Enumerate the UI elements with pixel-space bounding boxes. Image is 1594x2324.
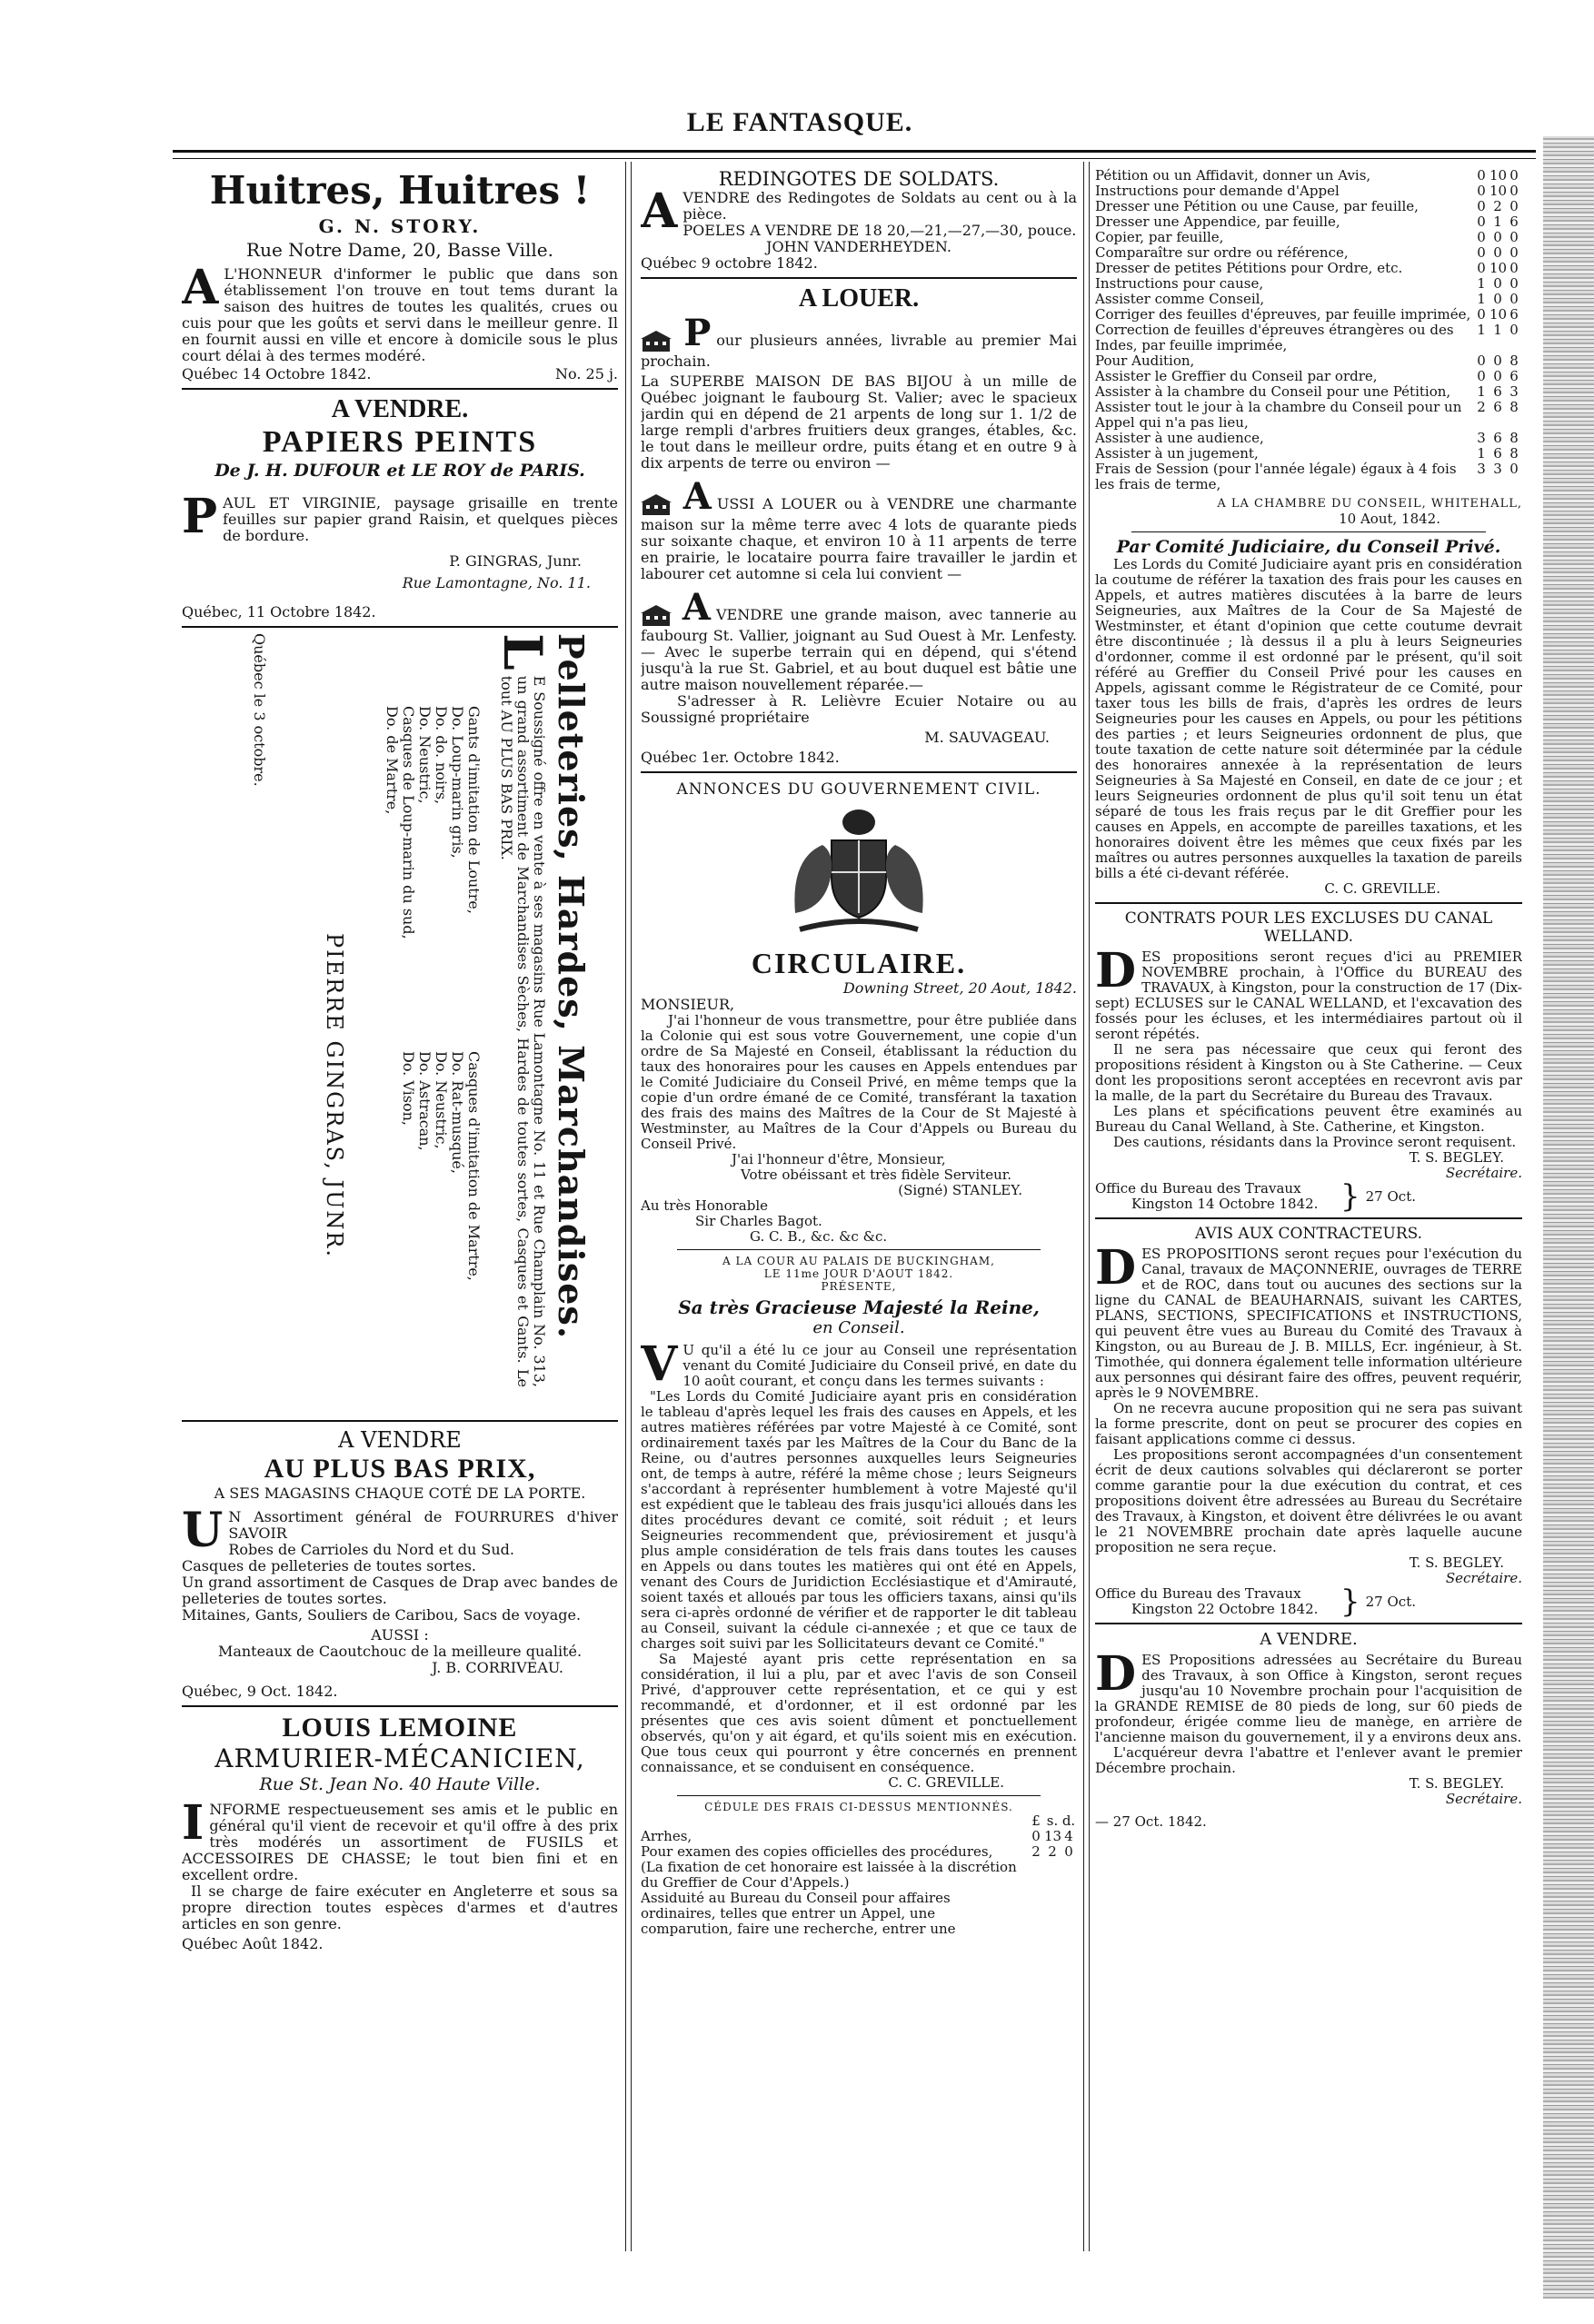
vendre-item: Casques de pelleteries de toutes sortes.: [182, 1557, 476, 1574]
huitres-name: G. N. STORY.: [318, 215, 482, 237]
fee-shillings: 0: [1493, 275, 1502, 292]
fee-label: Comparaître sur ordre ou référence,: [1095, 244, 1349, 261]
contrats-dropcap: D: [1095, 943, 1137, 998]
huitres-ref: No. 25 j.: [554, 365, 618, 382]
contrats-office-block: [1095, 1178, 1522, 1215]
avis-dropcap: D: [1095, 1240, 1137, 1296]
fee-pounds: 1: [1477, 383, 1486, 400]
avis-office: [1095, 1586, 1340, 1617]
fee-shillings: 0: [1493, 229, 1502, 245]
fee-pounds: 0: [1477, 353, 1486, 369]
comite-title: Par Comité Judiciaire, du Conseil Privé.: [1116, 537, 1501, 557]
fee-pence: [1061, 1860, 1077, 1891]
fee-pounds: 0: [1031, 1828, 1041, 1844]
lemoine-address: Rue St. Jean No. 40 Haute Ville.: [259, 1774, 541, 1794]
louer-p1: [641, 313, 1077, 370]
fee-shillings: 10: [1489, 168, 1508, 184]
fee-shillings: 3: [1493, 461, 1502, 477]
contrats-p2: Il ne sera pas nécessaire que ceux qui feront des propositions résident à Kingston ou à Ste Catherine. — Ceux dont les propositions seront acceptées en recevront avis par la malle, de la part du Secrétaire du Bureau des Travaux.: [1095, 1041, 1522, 1104]
fee-shillings: 10: [1489, 306, 1508, 323]
louer-ad: [641, 284, 1077, 766]
pelleteries-intro: [492, 633, 553, 1387]
divider: [182, 1420, 618, 1422]
fee-label: Pour Audition,: [1095, 353, 1195, 369]
fee-row: [1095, 230, 1522, 245]
louer-p4: [641, 588, 1077, 693]
pelleteries-items: [384, 633, 482, 1415]
fee-shillings: 0: [1493, 291, 1502, 307]
vendre2-p2: L'acquéreur devra l'abattre et l'enlever avant le premier Décembre prochain.: [1095, 1744, 1522, 1776]
vendre-item: Robes de Carrioles du Nord et du Sud.: [228, 1541, 515, 1558]
louer-p2: La SUPERBE MAISON DE BAS BIJOU à un mille de Québec joignant le faubourg St. Valier; avec le spacieux jardin qui en dépend de 21 arpents de long sur 1. 1/2 de large rempli d'arbres fruitiers deux granges, étables, &c. le tout dans le meilleur ordre, puits étang et en outre 9 à dix arpents de terre ou environ —: [641, 372, 1077, 472]
fee-pence: 8: [1509, 445, 1519, 462]
fee-pounds: 0: [1477, 229, 1486, 245]
circulaire-close2: Votre obéissant et très fidèle Serviteur.: [741, 1167, 1012, 1183]
fee-shillings: 6: [1493, 445, 1502, 462]
fee-row: [1095, 168, 1522, 184]
lemoine-trade: ARMURIER-MÉCANICIEN,: [214, 1743, 585, 1773]
fee-pounds: 2: [1477, 399, 1486, 415]
fee-shillings: 6: [1493, 399, 1502, 415]
fee-pence: 0: [1064, 1843, 1073, 1860]
fee-shillings: 2: [1493, 198, 1502, 214]
divider: [182, 626, 618, 628]
fee-pence: 0: [1509, 275, 1519, 292]
lemoine-ad: [182, 1713, 618, 1952]
papiers-heading: A VENDRE.: [331, 395, 469, 423]
fee-pounds: 2: [1031, 1843, 1041, 1860]
fee-label: Pétition ou un Affidavit, donner un Avis,: [1095, 168, 1371, 184]
pelleteries-intro-text: E Soussigné offre en vente à ses magasins Rue Lamontagne No. 11 et Rue Champlain No. 313, un grand assortiment de Marchandises Sèches, Hardes de toutes sortes, Casques et Gants. Le tout AU PLUS BAS PRIX.: [498, 675, 548, 1387]
order-p2: "Les Lords du Comité Judiciaire ayant pris en considération le tableau d'après lequel les frais des causes en Appels, et les autres matières référées par votre Majesté à ce Comité, sont ordinairement taxés par les Maîtres de la Cour du Banc de la Reine, ou d'autres personnes auxquelles leurs Seigneuries ont, de temps à autre, référé la même chose ; leurs Seigneurs s'accordant à représenter humblement à votre Majesté qu'il est expédient que le tableau des frais jusqu'ici alloués dans les dites procédures devant ce comité, soit réduit ; et leurs Seigneuries recommendent que, préviosirement et jusqu'à plus ample considération de tels frais dans toutes les causes en Appels ou dans toutes les matières qui ont été en Appels, venant des Cours de Juridiction Ecclésiastique et d'Amirauté, soient taxés et alloués par tous les officiers taxans, ainsi qu'ils sera ci-après ordonné de vérifier et de rapporter le dit tableau au Conseil, suivant la cédule ci-annexée ; et que ce taux de charges soit suivi par les Sollicitateurs devant ce Comité.": [641, 1388, 1077, 1652]
fee-shillings: [1044, 1891, 1061, 1937]
divider: [1095, 1623, 1522, 1624]
column-rule-2: [1083, 162, 1090, 2251]
column-rule-1: [625, 162, 632, 2251]
fee-row: [1095, 292, 1522, 307]
pelleteries-item: Do. Rat-musqué,: [449, 1051, 466, 1174]
masthead-title: LE FANTASQUE.: [686, 107, 913, 137]
majesty-line2: en Conseil.: [812, 1318, 905, 1337]
fee-label: Assister à la chambre du Conseil pour une Pétition,: [1095, 383, 1451, 400]
fee-pounds: 0: [1477, 244, 1486, 261]
fee-row: [1095, 184, 1522, 199]
divider: [1131, 531, 1486, 532]
pelleteries-item: Do. de Martre,: [384, 706, 401, 815]
circulaire-signed: (Signé) STANLEY.: [898, 1182, 1022, 1198]
fee-shillings: 0: [1493, 368, 1502, 384]
fee-pounds: 3: [1477, 430, 1486, 446]
circulaire-to1: Au très Honorable: [641, 1197, 768, 1214]
fee-row: [1095, 431, 1522, 446]
fee-label: Assister à un jugement,: [1095, 445, 1259, 462]
divider: [1095, 902, 1522, 904]
masthead-rule: [173, 150, 1536, 159]
contrats-p3: Les plans et spécifications peuvent être examinés au Bureau du Canal Welland, à Ste. Catherine, et Kingston.: [1095, 1103, 1522, 1135]
fee-shillings: 1: [1493, 214, 1502, 230]
louer-dropcap: A: [682, 586, 711, 629]
fee-label: Frais de Session (pour l'année légale) égaux à 4 fois les frais de terme,: [1095, 461, 1457, 492]
court-line3: PRÉSENTE,: [821, 1280, 897, 1293]
contrats-office-date: 27 Oct.: [1365, 1187, 1416, 1205]
divider: [182, 1705, 618, 1707]
avis-office-block: [1095, 1584, 1522, 1620]
order-dropcap: V: [641, 1336, 678, 1392]
lemoine-dropcap: I: [182, 1795, 204, 1851]
fee-pounds: 1: [1477, 275, 1486, 292]
fee-table: [1095, 168, 1522, 492]
vendre2-p1-text: ES Propositions adressées au Secrétaire du Bureau des Travaux, à son Office à Kingston, seront reçues jusqu'au 10 Novembre prochain pour l'acquisition de la GRANDE REMISE de 80 pieds de long, sur 60 pieds de profondeur, érigée comme lieu de manège, en arrière de l'ancienne maison du gouvernement, il y a environs deux ans.: [1095, 1652, 1522, 1745]
huitres-date: Québec 14 Octobre 1842.: [182, 365, 372, 382]
lemoine-body: [182, 1795, 618, 1883]
papiers-sign: P. GINGRAS, Junr.: [449, 552, 582, 570]
vendre-heading: A VENDRE: [338, 1427, 462, 1453]
fee-shillings: 0: [1493, 244, 1502, 261]
contrats-sign-title: Secrétaire.: [1445, 1165, 1522, 1181]
redingotes-body-text: VENDRE des Redingotes de Soldats au cent ou à la pièce.: [682, 189, 1077, 223]
vendre2-date: — 27 Oct. 1842.: [1095, 1813, 1207, 1830]
fee-shillings: 6: [1493, 383, 1502, 400]
annonces-title: ANNONCES DU GOUVERNEMENT CIVIL.: [676, 780, 1041, 799]
vendre2-title: A VENDRE.: [1260, 1630, 1358, 1649]
fee-label: Instructions pour demande d'Appel: [1095, 183, 1340, 199]
louer-p4-text: VENDRE une grande maison, avec tannerie au faubourg St. Vallier, joignant au Sud Ouest à Mr. Lenfesty.— Avec le superbe terrain qui en dépend, qui s'étend jusqu'à la rue St. Gabriel, et au bout duquel est bâtie une autre maison nouvellement réparée.—: [641, 606, 1077, 693]
fee-pounds: 1: [1477, 291, 1486, 307]
pelleteries-item: Casques d'imitation de Martre,: [465, 1051, 483, 1281]
vendre-ad: [182, 1427, 618, 1700]
louer-sign: M. SAUVAGEAU.: [924, 729, 1050, 746]
fee-row: [641, 1891, 1077, 1937]
fee-label: Assister à une audience,: [1095, 430, 1264, 446]
papiers-body-text: AUL ET VIRGINIE, paysage grisaille en trente feuilles sur papier grand Raisin, et quelques pièces de bordure.: [223, 494, 618, 544]
avis-office-date: 27 Oct.: [1365, 1593, 1416, 1610]
fee-shillings: 1: [1493, 322, 1502, 338]
fee-shillings: 13: [1044, 1828, 1062, 1844]
fee-label: Dresser une Pétition ou une Cause, par feuille,: [1095, 198, 1419, 214]
fee-label: Assiduité au Bureau du Conseil pour affaires ordinaires, telles que entrer un Appel, une comparution, faire une recherche, entrer une: [641, 1890, 956, 1937]
louer-date: Québec 1er. Octobre 1842.: [641, 749, 840, 766]
fee-pounds: 0: [1477, 306, 1486, 323]
huitres-address: Rue Notre Dame, 20, Basse Ville.: [246, 239, 553, 261]
vendre-date: Québec, 9 Oct. 1842.: [182, 1683, 338, 1700]
order-p1: [641, 1336, 1077, 1392]
fee-pence: 3: [1509, 383, 1519, 400]
louer-p3: [641, 477, 1077, 582]
fee-row: [1095, 276, 1522, 292]
fee-pence: 0: [1509, 291, 1519, 307]
contrats-office: [1095, 1181, 1340, 1212]
vendre-sign: J. B. CORRIVEAU.: [432, 1659, 563, 1676]
redingotes-dropcap: A: [641, 184, 678, 239]
pelleteries-item: Do. Loup-marin gris,: [449, 706, 466, 859]
pelleteries-ad: [182, 633, 618, 1415]
fee-shillings: 10: [1489, 183, 1508, 199]
unit-pence: d.: [1061, 1813, 1076, 1829]
divider: [641, 277, 1077, 279]
vendre2-ad: [1095, 1630, 1522, 1830]
circulaire-dateline: Downing Street, 20 Aout, 1842.: [842, 979, 1077, 997]
pelleteries-item: Do. Astracan,: [416, 1051, 433, 1151]
contrats-ad: [1095, 909, 1522, 1215]
fee-pence: 8: [1509, 353, 1519, 369]
fee-pence: 8: [1509, 430, 1519, 446]
circulaire-to2: Sir Charles Bagot.: [695, 1213, 822, 1229]
fee-shillings: 10: [1489, 260, 1508, 276]
pelleteries-dropcap: L: [492, 633, 553, 670]
lemoine-body2: Il se charge de faire exécuter en Angleterre et sous sa propre direction toutes espèces d'armes et d'autres articles en son genre.: [182, 1882, 618, 1932]
fee-pounds: 0: [1477, 368, 1486, 384]
fee-shillings: 6: [1493, 430, 1502, 446]
pelleteries-item: Do. Vison,: [400, 1051, 417, 1126]
vendre-title: AU PLUS BAS PRIX,: [264, 1454, 536, 1484]
fee-row: [1095, 323, 1522, 353]
avis-sign-title: Secrétaire.: [1445, 1570, 1522, 1586]
fee-row: [641, 1844, 1077, 1860]
fee-pounds: 0: [1477, 183, 1486, 199]
fee-pence: [1061, 1891, 1077, 1937]
fee-pence: 6: [1509, 306, 1519, 323]
fee-row: [1095, 400, 1522, 431]
vendre2-sign-title: Secrétaire.: [1445, 1791, 1522, 1807]
fee-row: [1095, 199, 1522, 214]
papiers-body: [182, 489, 618, 544]
fee-shillings: [1044, 1860, 1061, 1891]
divider: [677, 1795, 1041, 1796]
lemoine-body-text: NFORME respectueusement ses amis et le public en général qu'il vient de recevoir et qu'il offre à des prix très modérés un assortiment de FUSILS et ACCESSOIRES DE CHASSE; le tout bien fini et en excellent ordre.: [182, 1801, 618, 1883]
fee-label: Instructions pour cause,: [1095, 275, 1264, 292]
fee-label: (La fixation de cet honoraire est laissée à la discrétion du Greffier de Cour d'Appels.): [641, 1859, 1017, 1891]
pelleteries-right-list: [384, 1051, 482, 1378]
brace: }: [1340, 1584, 1360, 1620]
contrats-office-place: Kingston 14 Octobre 1842.: [1131, 1196, 1319, 1212]
papiers-title: PAPIERS PEINTS: [262, 425, 538, 459]
pelleteries-item: Do. Neustric,: [416, 706, 433, 804]
lemoine-date: Québec Août 1842.: [182, 1935, 324, 1952]
avis-title: AVIS AUX CONTRACTEURS.: [1194, 1225, 1423, 1243]
fee-label: Assister tout le jour à la chambre du Conseil pour un Appel qui n'a pas lieu,: [1095, 399, 1462, 431]
fee-row: [1095, 245, 1522, 261]
fee-shillings: 0: [1493, 353, 1502, 369]
fee-label: Assister le Greffier du Conseil par ordre,: [1095, 368, 1378, 384]
avis-office-name: Office du Bureau des Travaux: [1095, 1585, 1301, 1602]
royal-coat-of-arms-icon: [768, 804, 950, 940]
papiers-address: Rue Lamontagne, No. 11.: [402, 574, 591, 591]
fee-units-row: [641, 1813, 1077, 1829]
fee-row: [1095, 446, 1522, 462]
fee-row: [1095, 261, 1522, 276]
comite-sign: C. C. GREVILLE.: [1324, 880, 1440, 897]
papiers-ad: [182, 395, 618, 621]
majesty-line1: Sa très Gracieuse Majesté la Reine,: [678, 1296, 1040, 1318]
avis-p3: Les propositions seront accompagnées d'un consentement écrit de deux cautions solvables qui déclareront se porter comme garantie pour la due exécution du contrat, et ces propositions doivent être adressées au Bureau du Secrétaire des Travaux, à Kingston, et doivent être délivrées le ou avant le 21 NOVEMBRE prochain date après laquelle aucune proposition ne sera reçue.: [1095, 1446, 1522, 1555]
vendre-dropcap: U: [182, 1503, 224, 1558]
contrats-p1-text: ES propositions seront reçues d'ici au PREMIER NOVEMBRE prochain, à l'Office du BUREAU des TRAVAUX, à Kingston, pour la construction de 17 (Dix-sept) ECLUSES sur le CANAL WELLAND, et l'excavation des fossés pour les écluses, et les intermédiaires partout où il seront répétés.: [1095, 948, 1522, 1042]
divider: [182, 388, 618, 390]
fee-pounds: 1: [1477, 322, 1486, 338]
order-p1-text: U qu'il a été lu ce jour au Conseil une représentation venant du Comité Judiciaire du Conseil privé, en date du 10 août courant, et conçu dans les termes suivants :: [682, 1342, 1077, 1389]
circulaire-salutation: MONSIEUR,: [641, 996, 735, 1013]
fee-pence: 0: [1509, 229, 1519, 245]
avis-p1-text: ES PROPOSITIONS seront reçues pour l'exécution du Canal, travaux de MAÇONNERIE, ouvrages de TERRE et de ROC, dans tout ou aucunes des sections sur la ligne du CANAL de BEAUHARNAIS, suivant les CARTES, PLANS, SECTIONS, SPECIFICATIONS et INSTRUCTIONS, qui peuvent être vues au Bureau du Comité des Travaux à Kingston, ou au Bureau de J. B. MILLS, Ecr. ingénieur, à St. Timothée, qui donnera également telle information ultérieure aux personnes qui désirant faire des offres, peuvent requérir, après le 9 NOVEMBRE.: [1095, 1246, 1522, 1401]
louer-dropcap: P: [683, 312, 712, 354]
vendre-aussi-body: Manteaux de Caoutchouc de la meilleure qualité.: [217, 1643, 583, 1660]
unit-pounds: £: [1031, 1813, 1041, 1829]
annonces-section: [641, 780, 1077, 1937]
fee-pence: 0: [1509, 168, 1519, 184]
fee-pence: 0: [1509, 198, 1519, 214]
pelleteries-item: Casques de Loup-marin du sud,: [400, 706, 417, 939]
fee-row: [1095, 214, 1522, 230]
huitres-ad: [182, 168, 618, 382]
louer-title: A LOUER.: [798, 284, 920, 313]
column-1: [182, 168, 618, 2240]
fee-shillings: 2: [1048, 1843, 1057, 1860]
papiers-date: Québec, 11 Octobre 1842.: [182, 603, 376, 621]
unit-shillings: s.: [1046, 1813, 1059, 1829]
fee-pence: 0: [1509, 244, 1519, 261]
fee-pounds: 3: [1477, 461, 1486, 477]
redingotes-date: Québec 9 octobre 1842.: [641, 254, 818, 272]
redingotes-ad: [641, 168, 1077, 272]
divider: [677, 1249, 1041, 1250]
fee-label: Correction de feuilles d'épreuves étrangères ou des Indes, par feuille imprimée,: [1095, 322, 1454, 353]
divider: [641, 771, 1077, 773]
vendre-lead-text: N Assortiment général de FOURRURES d'hiver SAVOIR: [228, 1508, 618, 1542]
huitres-title: Huitres, Huitres !: [209, 168, 591, 213]
order-p3: Sa Majesté ayant pris cette représentation en sa considération, il lui a plu, par et avec l'avis de son Conseil Privé, d'approuver cette représentation, et ce qui y est recommandé, et d'ordonner, et il est ordonné par les présentes que ces avis soient dûment et ponctuellement observés, qu'on y ait égard, et qu'ils soient mis en exécution. Que tous ceux qui pourront y être concernés en prennent connaissance, et se conduisent en conséquence.: [641, 1651, 1077, 1775]
column-2: [641, 168, 1077, 2240]
redingotes-sign: JOHN VANDERHEYDEN.: [766, 238, 951, 255]
louer-p1-text: our plusieurs années, livrable au premier Mai prochain.: [641, 332, 1077, 370]
fee-row: [641, 1829, 1077, 1844]
vendre2-sign: T. S. BEGLEY.: [1409, 1775, 1504, 1792]
contrats-office-name: Office du Bureau des Travaux: [1095, 1180, 1301, 1197]
fee-row: [1095, 353, 1522, 369]
vendre-item: Un grand assortiment de Casques de Drap avec bandes de pelleteries de toutes sortes.: [182, 1574, 618, 1607]
fee-row: [1095, 369, 1522, 384]
fee-pounds: [1028, 1891, 1044, 1937]
avis-p2: On ne recevra aucune proposition qui ne sera pas suivant la forme prescrite, dont on peut se procurer des copies en faisant applications comme ci dessus.: [1095, 1400, 1522, 1447]
lemoine-name: LOUIS LEMOINE: [282, 1713, 518, 1743]
cedule-title: CÉDULE DES FRAIS CI-DESSUS MENTIONNÉS.: [704, 1801, 1013, 1813]
pelleteries-sign: PIERRE GINGRAS, JUNR.: [322, 933, 347, 1259]
huitres-dropcap: A: [182, 260, 219, 315]
cedule-fee-table: [641, 1813, 1077, 1937]
pelleteries-item: Gants d'imitation de Loutre,: [465, 706, 483, 914]
papiers-subtitle: De J. H. DUFOUR et LE ROY de PARIS.: [214, 461, 585, 481]
court-line2: LE 11me JOUR D'AOUT 1842.: [763, 1267, 954, 1280]
fee-label: Assister comme Conseil,: [1095, 291, 1265, 307]
fee-label: Dresser une Appendice, par feuille,: [1095, 214, 1340, 230]
papiers-dropcap: P: [182, 489, 218, 544]
fee-pounds: 1: [1477, 445, 1486, 462]
avis-office-place: Kingston 22 Octobre 1842.: [1131, 1601, 1319, 1617]
divider: [1095, 1217, 1522, 1219]
pelleteries-left-list: [384, 633, 482, 1051]
pelleteries-date: Québec le 3 octobre.: [251, 633, 268, 787]
huitres-body: [182, 260, 618, 364]
chambre-date: 10 Aout, 1842.: [1339, 511, 1440, 527]
order-sign: C. C. GREVILLE.: [888, 1774, 1004, 1791]
fee-pence: 0: [1509, 322, 1519, 338]
huitres-footer: [182, 366, 618, 382]
redingotes-title: REDINGOTES DE SOLDATS.: [718, 168, 1000, 190]
vendre-subtitle: A SES MAGASINS CHAQUE COTÉ DE LA PORTE.: [214, 1485, 586, 1502]
contrats-p4: Des cautions, résidants dans la Province seront requisent.: [1113, 1134, 1517, 1150]
fee-pence: 4: [1064, 1828, 1073, 1844]
fee-pence: 0: [1509, 183, 1519, 199]
fee-row: [1095, 384, 1522, 400]
comite-body: Les Lords du Comité Judiciaire ayant pris en considération la coutume de référer la taxation des frais pour les causes en Appels, et autres matières discutées à la barre de leurs Seigneuries, aux Maîtres de la Cour de Sa Majesté de Westminster, et étant d'opinion que cette coutume devrait être discontinuée ; là dessus il a plu à leurs Seigneuries d'ordonner, comme il est ordonné par le présent, qu'il soit référé au Greffier du Conseil Privé pour les causes en Appels, agissant comme le Régistrateur de ce Comité, pour taxer tous les bills de frais, d'après les ordres de leurs Seigneuries pour les causes en Appels, ou pour les pétitions des parties ; et leurs Seigneuries ordonnent de plus, que toute taxation de cette nature soit déterminée par la cédule des honoraires annexée à la représentation de leurs Seigneuries à Sa Majesté en Conseil, en date de ce jour ; et leurs Seigneuries ordonnent de plus qu'il soit tenu un état séparé de tous les frais reçus par le dit Greffier pour les causes en Appels, en accompte de pareilles taxations, et les honoraires doivent être les mêmes que ceux fixés par les maîtres ou autres personnes auxquelles la taxation de pareils bills a été ci-devant référée.: [1095, 556, 1522, 881]
house-icon: [641, 331, 672, 353]
pelleteries-title: Pelleteries, Hardes, Marchandises.: [551, 633, 592, 1340]
contrats-title: CONTRATS POUR LES EXCLUSES DU CANAL WELLAND.: [1124, 909, 1493, 946]
louer-p5: S'adresser à R. Lelièvre Ecuier Notaire ou au Soussigné propriétaire: [641, 692, 1077, 726]
avis-p1: [1095, 1240, 1522, 1401]
redingotes-body2: POELES A VENDRE DE 18 20,—21,—27,—30, pouce.: [682, 222, 1077, 239]
circulaire-to3: G. C. B., &c. &c &c.: [750, 1228, 888, 1245]
court-line1: A LA COUR AU PALAIS DE BUCKINGHAM,: [722, 1255, 995, 1267]
brace: }: [1340, 1178, 1360, 1215]
vendre2-dropcap: D: [1095, 1646, 1137, 1702]
fee-pence: 0: [1509, 461, 1519, 477]
pelleteries-item: Do. do. noirs,: [433, 706, 450, 805]
fee-row: [641, 1860, 1077, 1891]
house-icon: [641, 494, 672, 516]
avis-ad: [1095, 1225, 1522, 1620]
fee-pounds: 0: [1477, 214, 1486, 230]
contrats-sign: T. S. BEGLEY.: [1409, 1149, 1504, 1166]
fee-pence: 0: [1509, 260, 1519, 276]
vendre-item: Mitaines, Gants, Souliers de Caribou, Sacs de voyage.: [182, 1606, 582, 1624]
pelleteries-rotated: [251, 633, 591, 1415]
fee-pounds: [1028, 1860, 1044, 1891]
circulaire-body: J'ai l'honneur de vous transmettre, pour être publiée dans la Colonie qui est sous votre Gouvernement, une copie d'un ordre de Sa Majesté en Conseil, établissant la réduction du taux des honoraires pour les causes en Appels entendues par le Comité Judiciaire du Conseil Privé, en même temps que la copie d'un ordre émané de ce Comité, transférant la taxation des frais des mains des Maîtres de la Cour de St Majesté à Westminster, au Maîtres de la Cour d'Appels ou Bureau du Conseil Privé.: [641, 1012, 1077, 1152]
pelleteries-item: Do. Neustric,: [433, 1051, 450, 1149]
fee-pence: 6: [1509, 368, 1519, 384]
circulaire-title: CIRCULAIRE.: [751, 947, 967, 979]
fee-row: [1095, 462, 1522, 492]
column-3: [1095, 168, 1522, 2240]
contrats-p1: [1095, 943, 1522, 1042]
house-icon: [641, 605, 672, 627]
fee-label: Corriger des feuilles d'épreuves, par feuille imprimée,: [1095, 306, 1471, 323]
chambre-line: A LA CHAMBRE DU CONSEIL, WHITEHALL,: [1217, 497, 1522, 511]
fee-pence: 6: [1509, 214, 1519, 230]
avis-sign: T. S. BEGLEY.: [1409, 1554, 1504, 1571]
fee-pounds: 0: [1477, 260, 1486, 276]
louer-dropcap: A: [682, 475, 712, 518]
fee-row: [1095, 307, 1522, 323]
huitres-body-text: L'HONNEUR d'informer le public que dans son établissement l'on trouve en tout tems durant la saison des huitres de toutes les qualités, crues ou cuis pour que les goûts et servi dans le meilleur genre. Il en fournit aussi en ville et encore à domicile sous le plus court délai à des termes modéré.: [182, 265, 618, 364]
fee-label: Dresser de petites Pétitions pour Ordre, etc.: [1095, 260, 1403, 276]
fee-label: Copier, par feuille,: [1095, 229, 1224, 245]
circulaire-close1: J'ai l'honneur d'être, Monsieur,: [732, 1151, 946, 1167]
fee-label: Arrhes,: [641, 1828, 692, 1844]
fee-pounds: 0: [1477, 168, 1486, 184]
fee-label: Pour examen des copies officielles des procédures,: [641, 1843, 993, 1860]
fee-pounds: 0: [1477, 198, 1486, 214]
louer-p3-text: USSI A LOUER ou à VENDRE une charmante maison sur la même terre avec 4 lots de quarante pieds sur soixante chaque, et environ 10 à 11 arpents de terre en prairie, le locataire pourra faire travailler le jardin et labourer cet automne si cela lui convient —: [641, 495, 1077, 582]
scan-edge: [1543, 136, 1594, 2299]
vendre-aussi: AUSSI :: [371, 1626, 429, 1644]
vendre2-p1: [1095, 1646, 1522, 1745]
fee-pence: 8: [1509, 399, 1519, 415]
